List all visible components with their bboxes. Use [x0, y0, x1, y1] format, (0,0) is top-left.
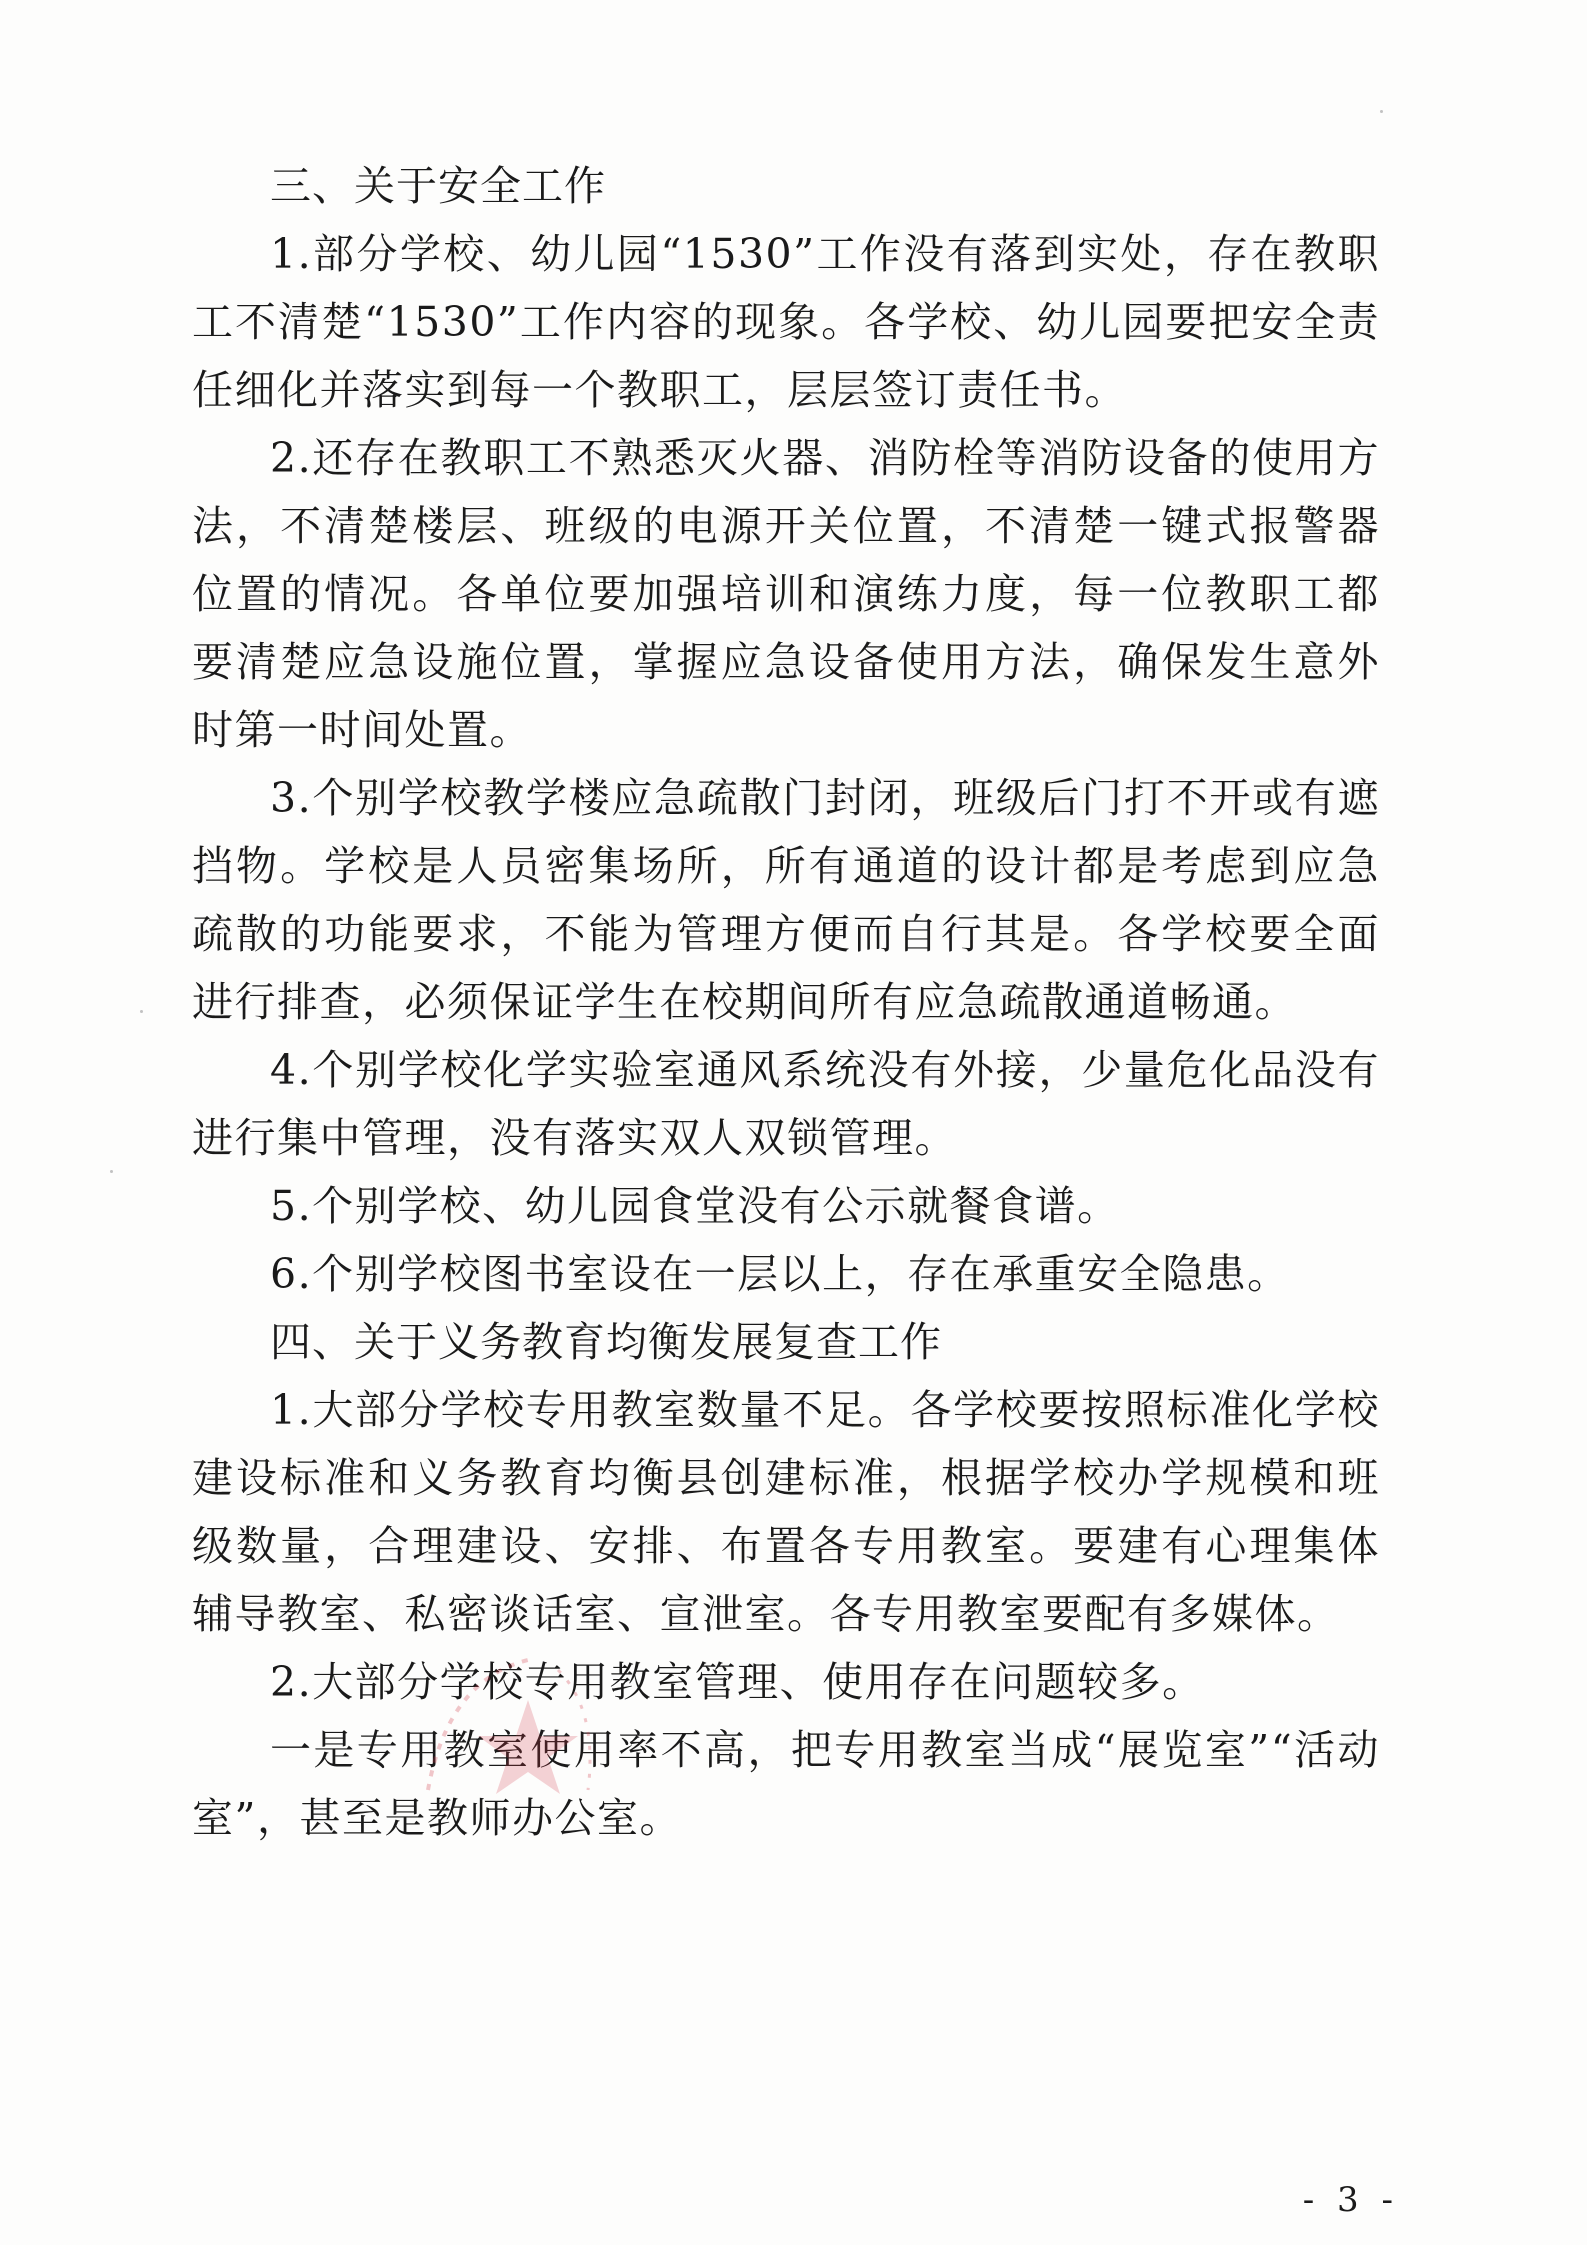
paragraph: 2.大部分学校专用教室管理、使用存在问题较多。 — [270, 1658, 1205, 1706]
scan-speck — [1380, 110, 1383, 113]
page-number: - 3 - — [1302, 2180, 1399, 2220]
section-heading-safety: 三、关于安全工作 — [270, 162, 606, 210]
scan-speck — [140, 1010, 143, 1013]
paragraph: 2.还存在教职工不熟悉灭火器、消防栓等消防设备的使用方法，不清楚楼层、班级的电源开关位置，不清楚一键式报警器位置的情况。各单位要加强培训和演练力度，每一位教职工都要清楚应急设施位置，掌握应急设备使用方法，确保发生意外时第一时间处置。 — [192, 434, 1380, 754]
paragraph: 4.个别学校化学实验室通风系统没有外接，少量危化品没有进行集中管理，没有落实双人双锁管理。 — [192, 1046, 1380, 1162]
document-body — [192, 152, 1380, 1852]
paragraph: 6.个别学校图书室设在一层以上，存在承重安全隐患。 — [270, 1250, 1290, 1298]
section-heading-education-balance: 四、关于义务教育均衡发展复查工作 — [270, 1318, 942, 1366]
paragraph: 3.个别学校教学楼应急疏散门封闭，班级后门打不开或有遮挡物。学校是人员密集场所，所有通道的设计都是考虑到应急疏散的功能要求，不能为管理方便而自行其是。各学校要全面进行排查，必须保证学生在校期间所有应急疏散通道畅通。 — [192, 774, 1380, 1026]
scan-speck — [110, 1170, 113, 1173]
paragraph: 一是专用教室使用率不高，把专用教室当成“展览室”“活动室”，甚至是教师办公室。 — [192, 1726, 1380, 1842]
paragraph: 1.部分学校、幼儿园“1530”工作没有落到实处，存在教职工不清楚“1530”工作内容的现象。各学校、幼儿园要把安全责任细化并落实到每一个教职工，层层签订责任书。 — [192, 230, 1380, 414]
paragraph: 5.个别学校、幼儿园食堂没有公示就餐食谱。 — [270, 1182, 1120, 1230]
paragraph: 1.大部分学校专用教室数量不足。各学校要按照标准化学校建设标准和义务教育均衡县创建标准，根据学校办学规模和班级数量，合理建设、安排、布置各专用教室。要建有心理集体辅导教室、私密谈话室、宣泄室。各专用教室要配有多媒体。 — [192, 1386, 1380, 1638]
